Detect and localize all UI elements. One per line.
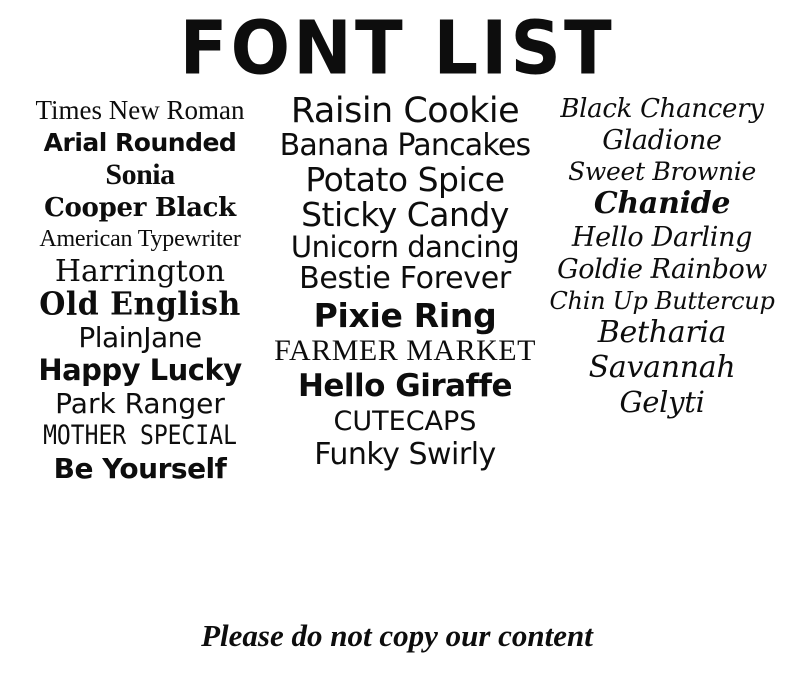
font-sample-goldie-rainbow: Goldie Rainbow: [557, 254, 767, 285]
font-sample-happy-lucky: Happy Lucky: [38, 353, 242, 387]
font-sample-chin-up-buttercup: Chin Up Buttercup: [549, 287, 775, 315]
page-title-area: [0, 5, 794, 92]
font-sample-sticky-candy: Sticky Candy: [301, 195, 509, 234]
font-sample-raisin-cookie: Raisin Cookie: [290, 91, 520, 131]
font-column-3: [536, 94, 788, 483]
font-sample-gladione: Gladione: [602, 125, 722, 156]
font-sample-plainjane: PlainJane: [78, 321, 202, 354]
font-sample-unicorn-dancing: Unicorn dancing: [290, 230, 520, 264]
font-sample-betharia: Betharia: [597, 315, 727, 350]
font-sample-american-typewriter: American Typewriter: [39, 226, 241, 252]
font-sample-times-new-roman: Times New Roman: [35, 95, 245, 125]
font-sample-farmer-market: FARMER MARKET: [274, 334, 536, 367]
font-sample-harrington: Harrington: [54, 254, 226, 289]
page-title: FONT LIST: [179, 5, 615, 92]
font-sample-chanide: Chanide: [593, 186, 731, 221]
font-column-2: [274, 91, 536, 483]
font-sample-arial-rounded: Arial Rounded: [43, 128, 237, 157]
footer-area: [0, 618, 794, 654]
font-sample-pixie-ring: Pixie Ring: [313, 296, 497, 335]
font-columns: [0, 91, 794, 485]
font-column-1: [6, 94, 274, 483]
copyright-notice: Please do not copy our content: [201, 618, 593, 653]
font-sample-park-ranger: Park Ranger: [55, 387, 225, 420]
font-sample-sonia: Sonia: [105, 158, 175, 191]
font-sample-cooper-black: Cooper Black: [44, 193, 236, 223]
font-sample-old-english: Old English: [39, 286, 241, 323]
font-sample-savannah: Savannah: [588, 350, 736, 385]
font-sample-bestie-forever: Bestie Forever: [299, 261, 511, 296]
font-sample-hello-darling: Hello Darling: [571, 222, 753, 253]
font-sample-potato-spice: Potato Spice: [305, 160, 505, 199]
font-sample-be-yourself: Be Yourself: [53, 452, 227, 485]
font-sample-cutecaps: CUTECAPS: [333, 406, 477, 437]
font-sample-black-chancery: Black Chancery: [560, 94, 764, 124]
font-sample-gelyti: Gelyti: [619, 385, 705, 419]
font-sample-mother-special: MOTHER SPECIAL: [43, 420, 237, 451]
font-sample-sweet-brownie: Sweet Brownie: [568, 157, 756, 186]
font-sample-banana-pancakes: Banana Pancakes: [279, 128, 531, 163]
font-sample-hello-giraffe: Hello Giraffe: [297, 368, 513, 404]
font-sample-funky-swirly: Funky Swirly: [314, 437, 496, 472]
